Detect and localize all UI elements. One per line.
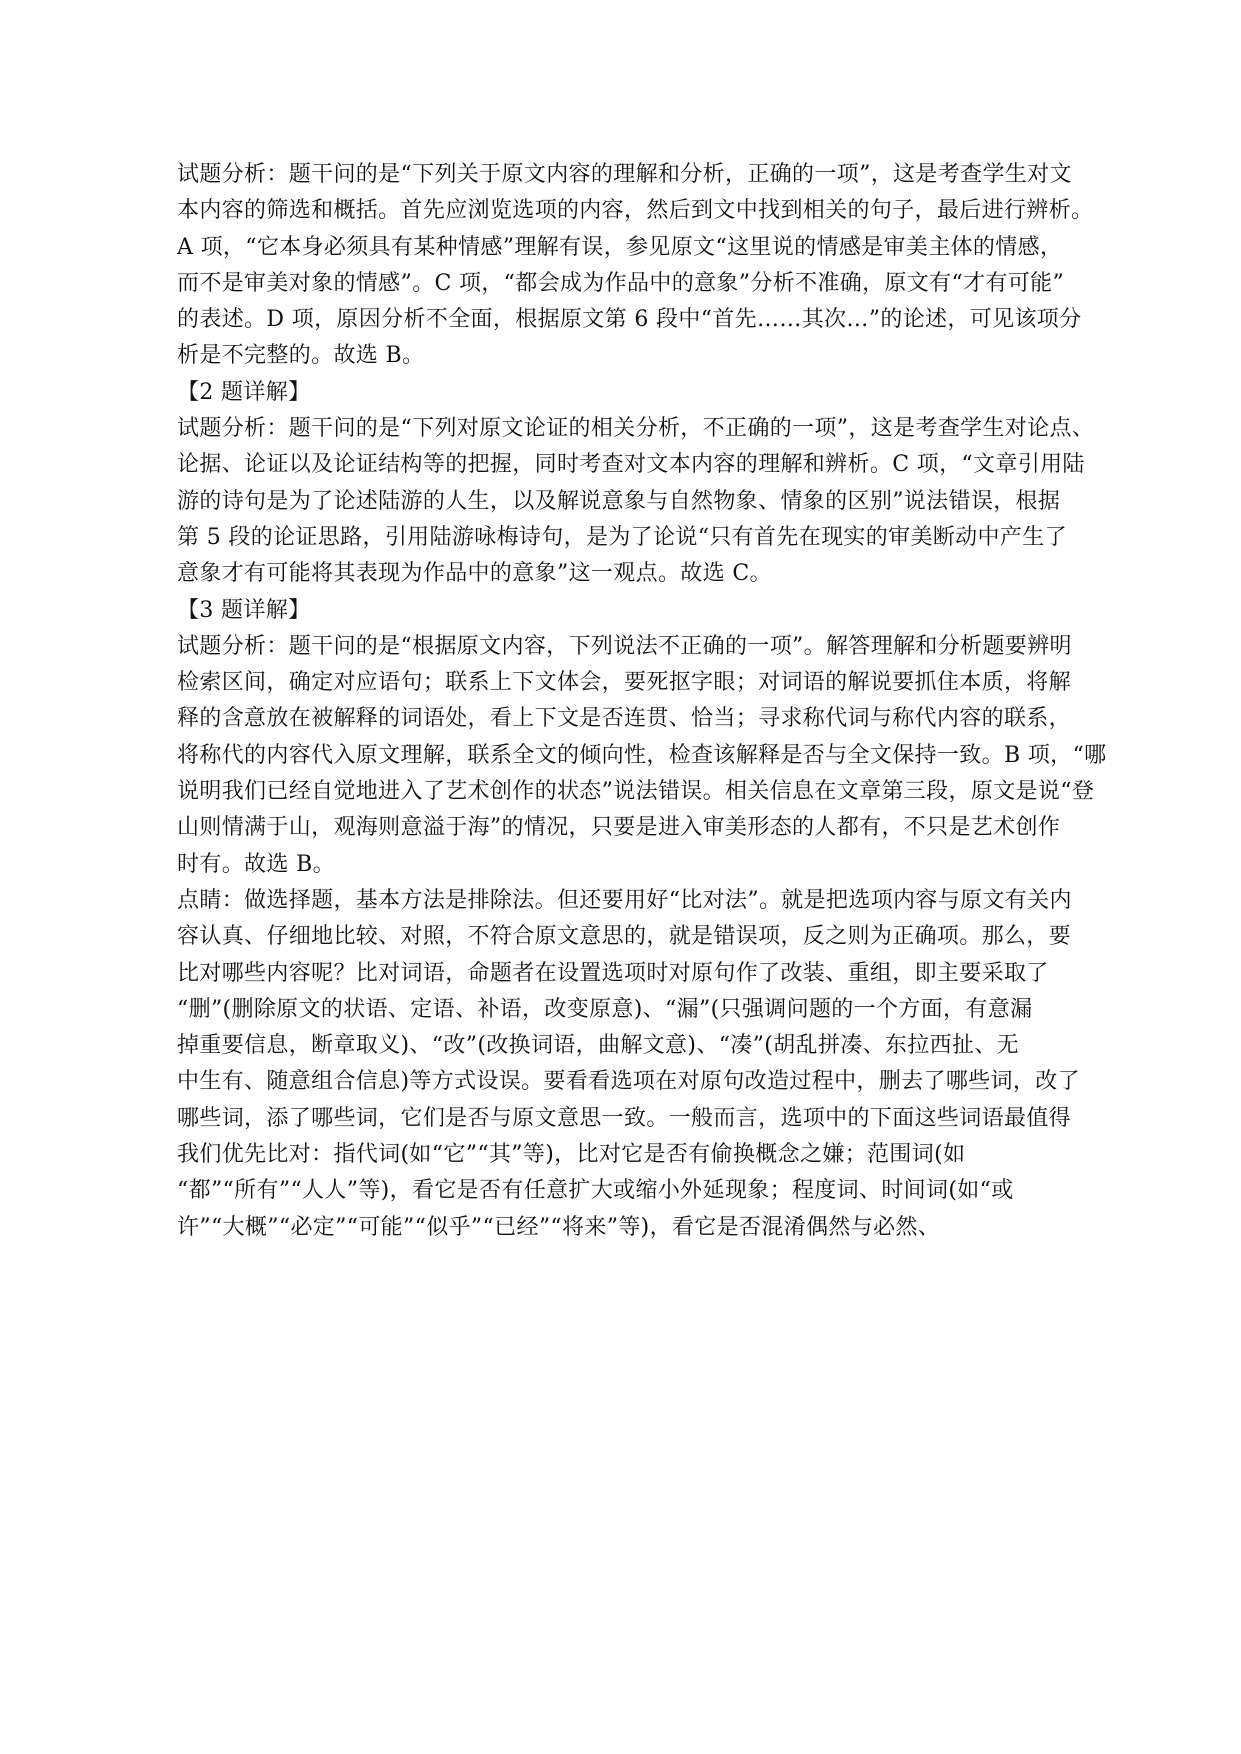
text-line: 山则情满于山，观海则意溢于海”的情况，只要是进入审美形态的人都有，不只是艺术创作 xyxy=(177,815,1061,841)
text-line: 而不是审美对象的情感”。C 项，“都会成为作品中的意象”分析不准确，原文有“才有可能” xyxy=(177,270,1065,296)
text-line: 第 5 段的论证思路，引用陆游咏梅诗句，是为了论说“只有首先在现实的审美断动中产生了 xyxy=(177,524,1067,550)
text-line: “删”(删除原文的状语、定语、补语，改变原意)、“漏”(只强调问题的一个方面，有意漏 xyxy=(177,996,1033,1022)
section-heading: 【3 题详解】 xyxy=(177,597,311,623)
text-line: 掉重要信息，断章取义)、“改”(改换词语，曲解文意)、“凑”(胡乱拼凑、东拉西扯、无 xyxy=(177,1033,1020,1059)
document-body xyxy=(177,157,1107,1246)
text-line: 的表述。D 项，原因分析不全面，根据原文第 6 段中“首先……其次…”的论述，可见该项分 xyxy=(177,307,1082,333)
text-line: 容认真、仔细地比较、对照，不符合原文意思的，就是错误项，反之则为正确项。那么，要 xyxy=(177,924,1072,950)
text-line: 许”“大概”“必定”“可能”“似乎”“已经”“将来”等)，看它是否混淆偶然与必然、 xyxy=(177,1214,941,1240)
text-line: 将称代的内容代入原文理解，联系全文的倾向性，检查该解释是否与全文保持一致。B 项，“哪 xyxy=(177,742,1107,768)
text-line: 游的诗句是为了论述陆游的人生，以及解说意象与自然物象、情象的区别”说法错误，根据 xyxy=(177,488,1061,514)
text-line: 试题分析：题干问的是“下列对原文论证的相关分析，不正确的一项”，这是考查学生对论点、 xyxy=(177,416,1095,442)
text-line: 时有。故选 B。 xyxy=(177,851,335,877)
text-line: 试题分析：题干问的是“根据原文内容，下列说法不正确的一项”。解答理解和分析题要辨明 xyxy=(177,633,1072,659)
section-heading: 【2 题详解】 xyxy=(177,379,311,405)
text-line: 中生有、随意组合信息)等方式设误。要看看选项在对原句改造过程中，删去了哪些词，改了 xyxy=(177,1069,1080,1095)
text-line: 析是不完整的。故选 B。 xyxy=(177,343,425,369)
text-line: 点睛：做选择题，基本方法是排除法。但还要用好“比对法”。就是把选项内容与原文有关内 xyxy=(177,887,1072,913)
text-line: “都”“所有”“人人”等)，看它是否有任意扩大或缩小外延现象；程度词、时间词(如“或 xyxy=(177,1178,1014,1204)
text-line: 比对哪些内容呢？比对词语，命题者在设置选项时对原句作了改装、重组，即主要采取了 xyxy=(177,960,1049,986)
text-line: 我们优先比对：指代词(如“它”“其”等)，比对它是否有偷换概念之嫌；范围词(如 xyxy=(177,1142,966,1168)
text-line: 本内容的筛选和概括。首先应浏览选项的内容，然后到文中找到相关的句子，最后进行辨析。 xyxy=(177,198,1094,224)
text-line: 检索区间，确定对应语句；联系上下文体会，要死抠字眼；对词语的解说要抓住本质，将解 xyxy=(177,670,1072,696)
text-line: 哪些词，添了哪些词，它们是否与原文意思一致。一般而言，选项中的下面这些词语最值得 xyxy=(177,1105,1072,1131)
text-line: 试题分析：题干问的是“下列关于原文内容的理解和分析，正确的一项”，这是考查学生对文 xyxy=(177,162,1072,187)
text-line: 说明我们已经自觉地进入了艺术创作的状态”说法错误。相关信息在文章第三段，原文是说“登 xyxy=(177,779,1095,805)
text-line: 释的含意放在被解释的词语处，看上下文是否连贯、恰当；寻求称代词与称代内容的联系， xyxy=(177,706,1072,732)
text-line: 论据、论证以及论证结构等的把握，同时考查对文本内容的理解和辨析。C 项，“文章引用陆 xyxy=(177,452,1085,478)
text-line: 意象才有可能将其表现为作品中的意象”这一观点。故选 C。 xyxy=(177,561,772,587)
text-line: A 项，“它本身必须具有某种情感”理解有误，参见原文“这里说的情感是审美主体的情感， xyxy=(177,234,1063,260)
